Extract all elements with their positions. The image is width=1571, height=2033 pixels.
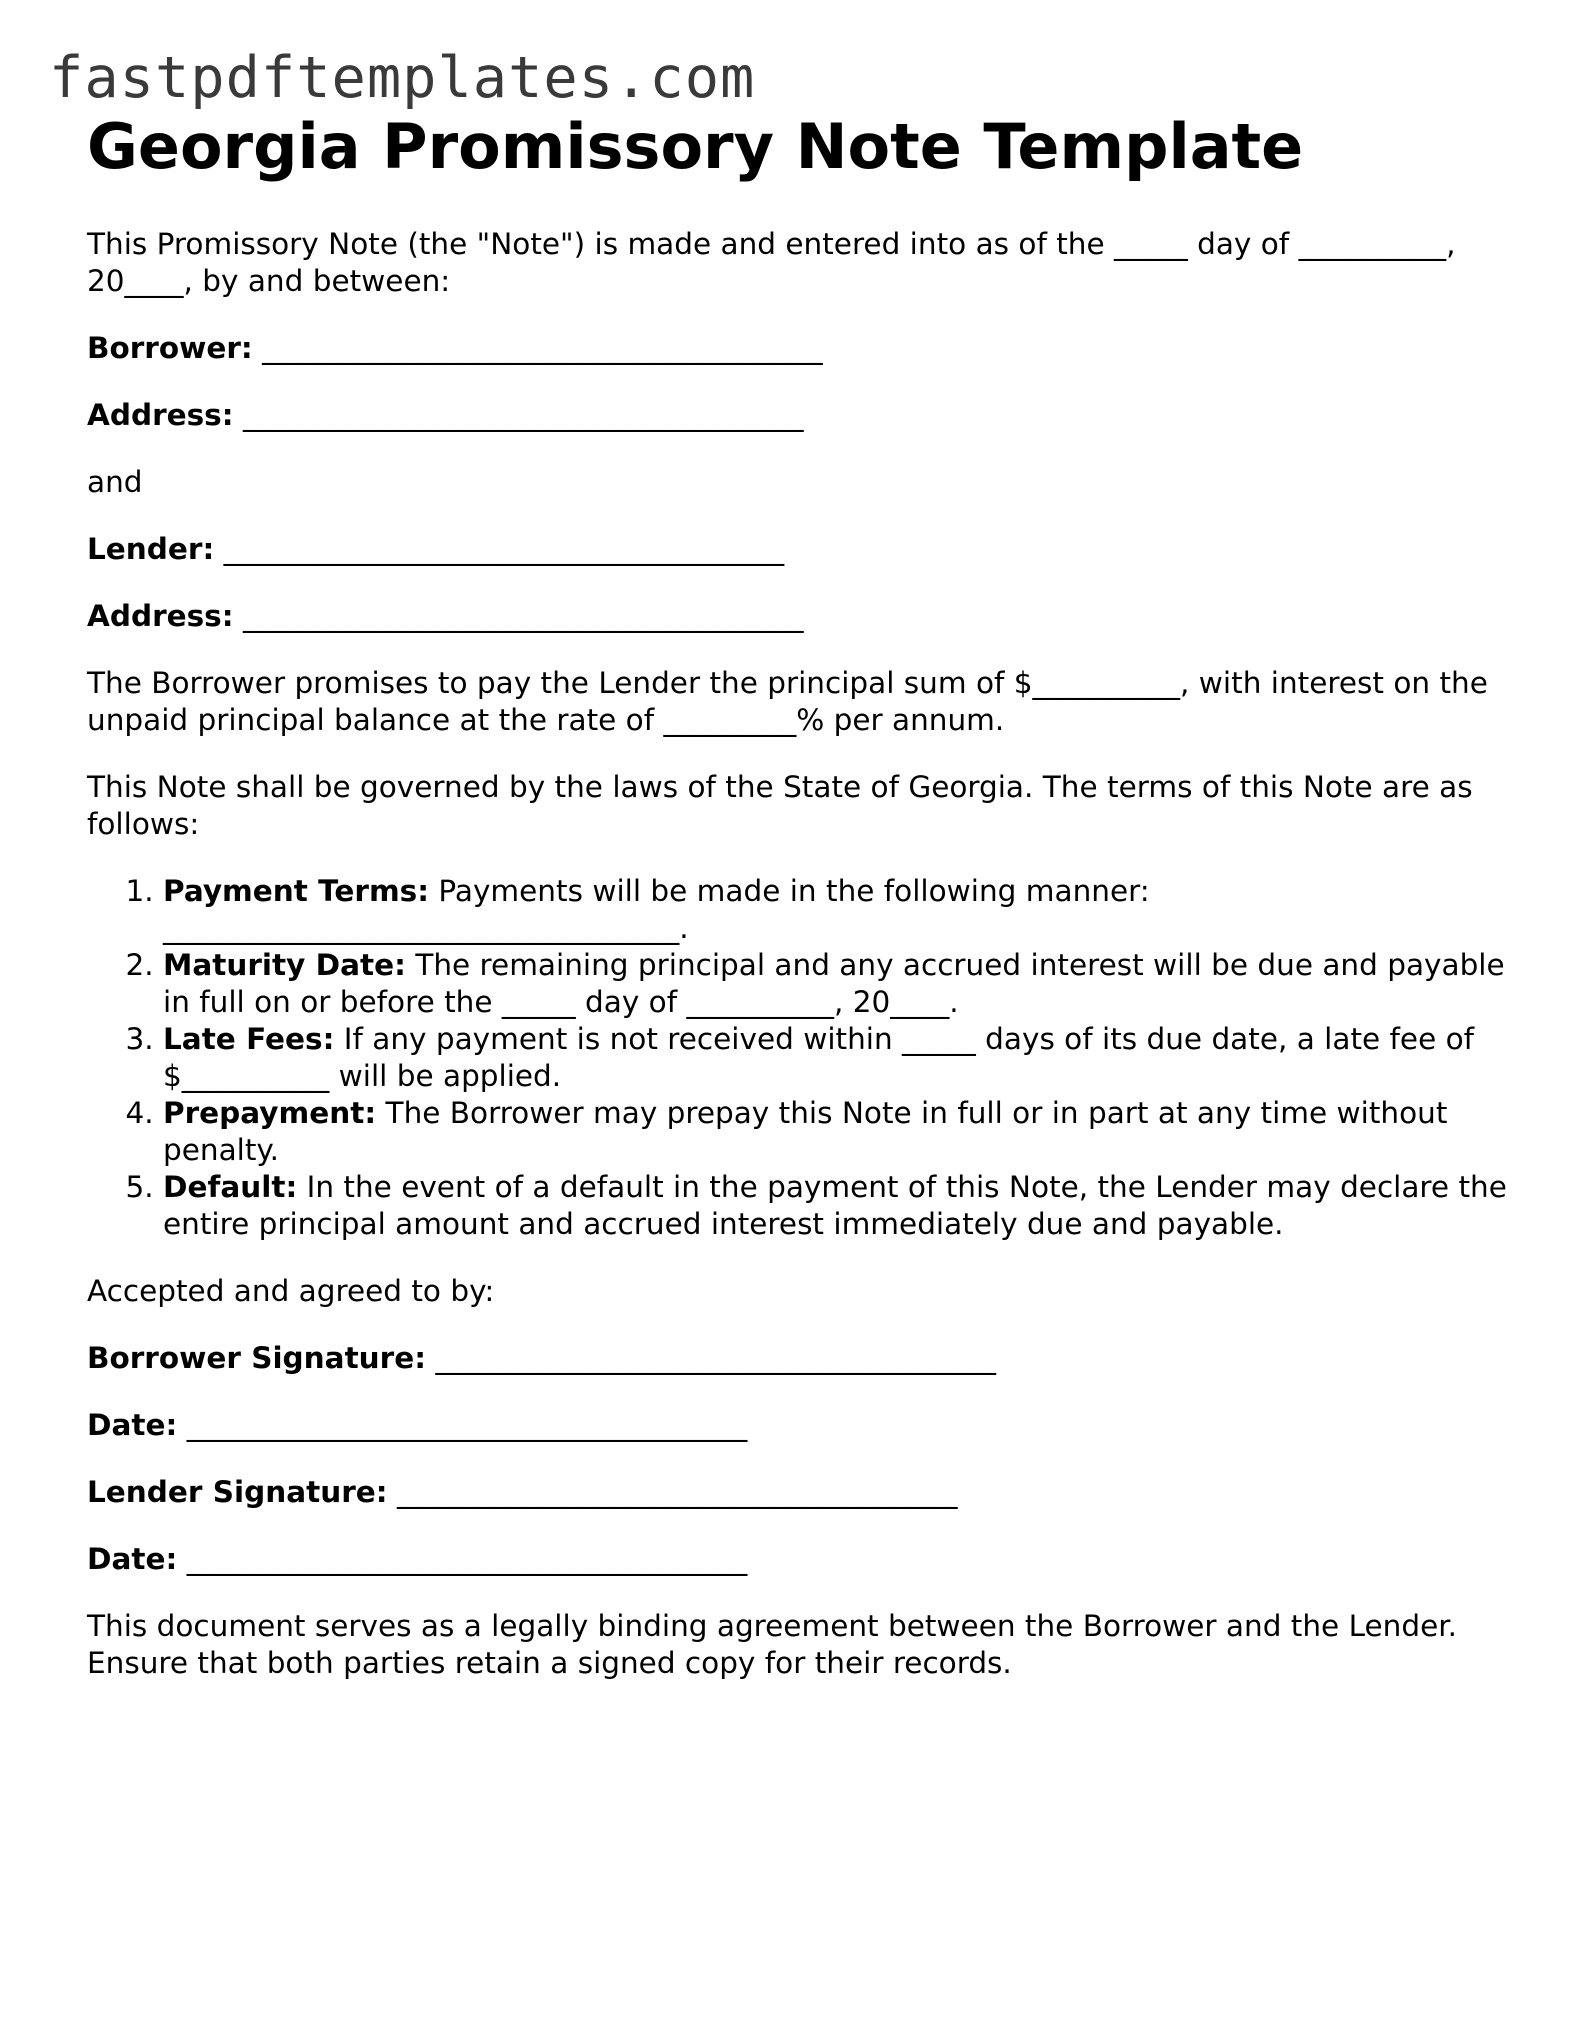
lender-address-blank[interactable]: ______________________________________ xyxy=(242,599,804,633)
governing-paragraph: This Note shall be governed by the laws of the State of Georgia. The terms of this Note are as follows: xyxy=(87,770,1473,841)
lender-address-field xyxy=(87,598,1507,635)
lender-date-blank[interactable]: ______________________________________ xyxy=(186,1542,748,1576)
lender-signature-label: Lender Signature: xyxy=(87,1475,388,1509)
borrower-address-label: Address: xyxy=(87,398,234,432)
term-text: Payments will be made in the following manner: ___________________________________. xyxy=(163,874,1150,945)
borrower-blank[interactable]: ______________________________________ xyxy=(262,331,823,365)
borrower-signature-field xyxy=(87,1340,1507,1377)
term-item xyxy=(163,1169,1507,1243)
borrower-address-blank[interactable]: ______________________________________ xyxy=(242,398,804,432)
term-label: Maturity Date: xyxy=(163,948,406,982)
borrower-date-label: Date: xyxy=(87,1408,178,1442)
closing-paragraph: This document serves as a legally binding agreement between the Borrower and the Lender. Ensure that both parties retain a signed copy for their records. xyxy=(87,1609,1458,1680)
term-text: The Borrower may prepay this Note in full or in part at any time without penalty. xyxy=(163,1096,1448,1167)
borrower-signature-blank[interactable]: ______________________________________ xyxy=(435,1341,996,1375)
term-text: In the event of a default in the payment of this Note, the Lender may declare the entire principal amount and accrued interest immediately due and payable. xyxy=(163,1170,1507,1241)
terms-list xyxy=(87,873,1507,1243)
term-item xyxy=(163,947,1507,1021)
term-label: Payment Terms: xyxy=(163,874,430,908)
term-label: Default: xyxy=(163,1170,298,1204)
document-body xyxy=(87,110,1507,1712)
term-item xyxy=(163,873,1507,947)
term-item xyxy=(163,1021,1507,1095)
lender-signature-field xyxy=(87,1474,1507,1511)
lender-field xyxy=(87,531,1507,568)
borrower-date-field xyxy=(87,1407,1507,1444)
borrower-field xyxy=(87,330,1507,367)
document-title: Georgia Promissory Note Template xyxy=(87,110,1304,183)
term-text: The remaining principal and any accrued interest will be due and payable in full on or before the _____ day of __________, 20____. xyxy=(163,948,1505,1019)
term-label: Late Fees: xyxy=(163,1022,335,1056)
lender-blank[interactable]: ______________________________________ xyxy=(223,532,785,566)
lender-date-label: Date: xyxy=(87,1542,178,1576)
principal-paragraph: The Borrower promises to pay the Lender the principal sum of $__________, with interest on the unpaid principal balance at the rate of _________% per annum. xyxy=(87,666,1488,737)
accepted-text: Accepted and agreed to by: xyxy=(87,1274,495,1308)
lender-address-label: Address: xyxy=(87,599,234,633)
lender-date-field xyxy=(87,1541,1507,1578)
term-item xyxy=(163,1095,1507,1169)
term-text: If any payment is not received within _____ days of its due date, a late fee of $__________ will be applied. xyxy=(163,1022,1475,1093)
intro-paragraph: This Promissory Note (the "Note") is made and entered into as of the _____ day of __________, 20____, by and between: xyxy=(87,227,1456,298)
term-label: Prepayment: xyxy=(163,1096,377,1130)
borrower-label: Borrower: xyxy=(87,331,253,365)
lender-signature-blank[interactable]: ______________________________________ xyxy=(396,1475,958,1509)
watermark: fastpdftemplates.com xyxy=(49,45,756,111)
lender-label: Lender: xyxy=(87,532,215,566)
and-text: and xyxy=(87,465,143,499)
borrower-address-field xyxy=(87,397,1507,434)
borrower-date-blank[interactable]: ______________________________________ xyxy=(186,1408,748,1442)
borrower-signature-label: Borrower Signature: xyxy=(87,1341,427,1375)
